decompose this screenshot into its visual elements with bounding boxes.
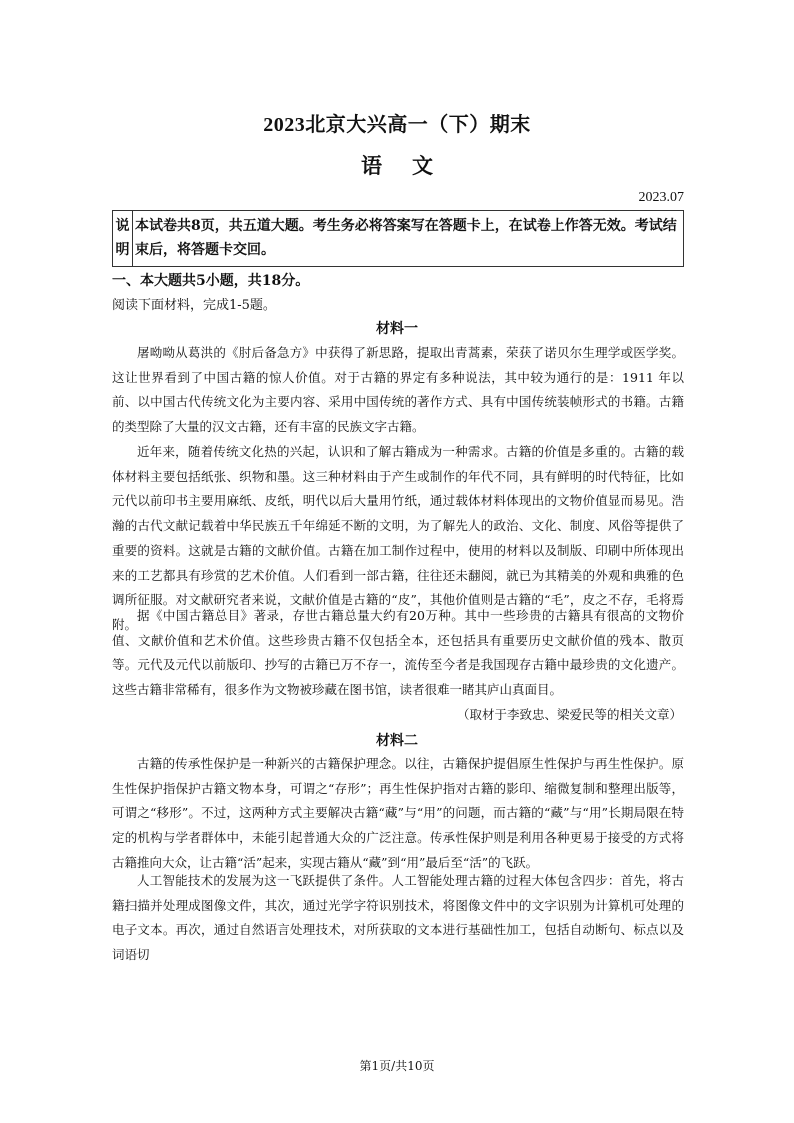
notice-box	[112, 210, 684, 267]
material1-source: （取材于李致忠、梁爱民等的相关文章）	[456, 707, 682, 722]
notice-label: 说明	[113, 211, 133, 266]
material1-title: 材料一	[376, 321, 418, 337]
page-footer: 第1页/共10页	[359, 1059, 435, 1073]
material1-paragraph-1: 屠呦呦从葛洪的《肘后备急方》中获得了新思路，提取出青蒿素，荣获了诺贝尔生理学或医学奖。这让世界看到了中国古籍的惊人价值。对于古籍的界定有多种说法，其中较为通行的是：1911 年以前、以中国古代传统文化为主要内容、采用中国传统的著作方式、具有中国传统装帧形式的书籍。古籍的类型除了大量的汉文古籍，还有丰富的民族文字古籍。	[112, 345, 684, 435]
material1-paragraph-3: 据《中国古籍总目》著录，存世古籍总量大约有20万种。其中一些珍贵的古籍具有很高的文物价值、文献价值和艺术价值。这些珍贵古籍不仅包括全本，还包括具有重要历史文献价值的残本、散页等。元代及元代以前版印、抄写的古籍已万不存一，流传至今者是我国现存古籍中最珍贵的文化遗产。这些古籍非常稀有，很多作为文物被珍藏在图书馆，读者很难一睹其庐山真面目。	[112, 608, 684, 698]
section-instruction: 阅读下面材料，完成1-5题。	[112, 298, 276, 313]
section-heading: 一、本大题共5小题，共18分。	[112, 273, 310, 289]
material2-title: 材料二	[376, 733, 418, 749]
material2-paragraph-2: 人工智能技术的发展为这一飞跃提供了条件。人工智能处理古籍的过程大体包含四步：首先，将古籍扫描并处理成图像文件，其次，通过光学字符识别技术，将图像文件中的文字识别为计算机可处理的电子文本。再次，通过自然语言处理技术，对所获取的文本进行基础性加工，包括自动断句、标点以及词语切	[112, 873, 684, 963]
material1-paragraph-2: 近年来，随着传统文化热的兴起，认识和了解古籍成为一种需求。古籍的价值是多重的。古籍的载体材料主要包括纸张、织物和墨。这三种材料由于产生或制作的年代不同，具有鲜明的时代特征，比如元代以前印书主要用麻纸、皮纸，明代以后大量用竹纸，通过载体材料体现出的文物价值显而易见。浩瀚的古代文献记载着中华民族五千年绵延不断的文明，为了解先人的政治、文化、制度、风俗等提供了重要的资料。这就是古籍的文献价值。古籍在加工制作过程中，使用的材料以及制版、印刷中所体现出来的工艺都具有珍赏的艺术价值。人们看到一部古籍，往往还未翻阅，就已为其精美的外观和典雅的色调所征服。对文献研究者来说，文献价值是古籍的“皮”，其他价值则是古籍的“毛”，皮之不存，毛将焉附。	[112, 444, 684, 632]
exam-date: 2023.07	[638, 190, 684, 205]
exam-subject: 语文	[361, 153, 463, 178]
exam-title: 2023北京大兴高一（下）期末	[263, 114, 531, 136]
notice-text: 本试卷共8页，共五道大题。考生务必将答案写在答题卡上，在试卷上作答无效。考试结束后，将答题卡交回。	[135, 218, 677, 258]
material2-paragraph-1: 古籍的传承性保护是一种新兴的古籍保护理念。以往，古籍保护提倡原生性保护与再生性保护。原生性保护指保护古籍文物本身，可谓之“存形”；再生性保护指对古籍的影印、缩微复制和整理出版等，可谓之“移形”。不过，这两种方式主要解决古籍“藏”与“用”的问题，而古籍的“藏”与“用”长期局限在特定的机构与学者群体中，未能引起普通大众的广泛注意。传承性保护则是利用各种更易于接受的方式将古籍推向大众，让古籍“活”起来，实现古籍从“藏”到“用”最后至“活”的飞跃。	[112, 756, 684, 870]
